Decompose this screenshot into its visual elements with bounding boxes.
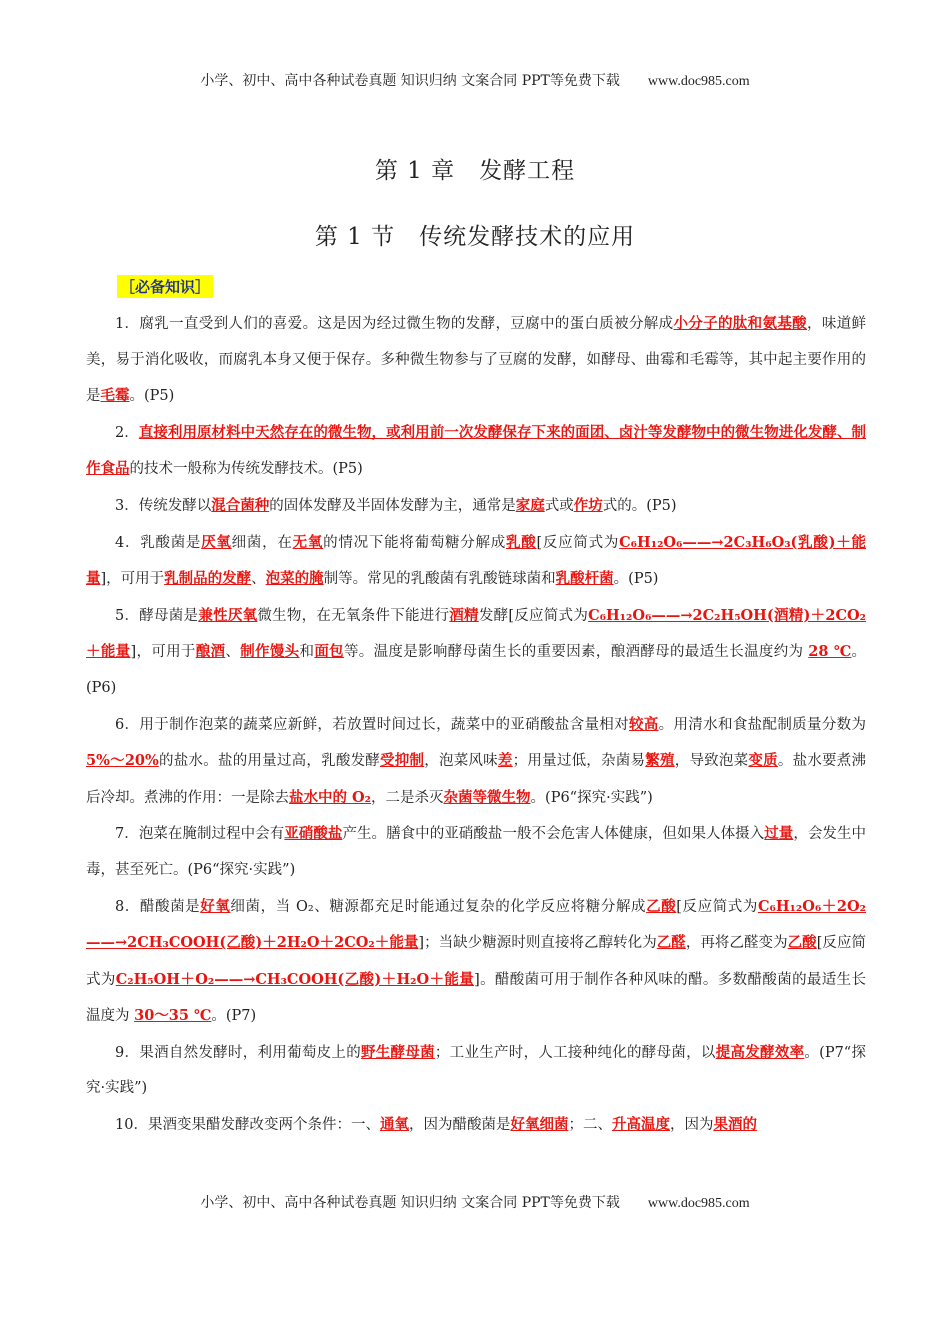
answer-text: 杂菌等微生物 bbox=[443, 788, 531, 806]
answer-text: 作坊 bbox=[573, 496, 603, 514]
section-title: 第 1 节 传统发酵技术的应用 bbox=[314, 224, 636, 250]
item-text: ，因为醋酸菌是 bbox=[408, 1117, 511, 1134]
answer-text: 受抑制 bbox=[380, 752, 425, 770]
knowledge-item bbox=[86, 415, 866, 488]
item-text: 的固体发酵及半固体发酵为主，通常是 bbox=[269, 497, 516, 514]
answer-text: 乙醛 bbox=[656, 934, 686, 952]
answer-text: 差 bbox=[497, 752, 513, 770]
knowledge-list bbox=[86, 306, 866, 1144]
answer-text: 升高温度 bbox=[611, 1116, 670, 1134]
answer-text: C₆H₁₂O₆——→2C₂H₅OH(酒精)＋2CO₂＋能量 bbox=[86, 606, 867, 661]
item-text: 和 bbox=[299, 644, 315, 661]
item-text: 。(P5) bbox=[613, 571, 659, 588]
header-site[interactable]: www.doc985.com bbox=[647, 74, 750, 89]
item-text: ，再将乙醛变为 bbox=[685, 935, 788, 952]
item-text: 2． bbox=[115, 424, 139, 441]
chapter-title: 第 1 章 发酵工程 bbox=[374, 158, 576, 184]
item-text: ；工业生产时，人工接种纯化的酵母菌，以 bbox=[434, 1044, 716, 1061]
knowledge-item bbox=[86, 598, 866, 707]
item-text: 5．酵母菌是 bbox=[115, 607, 199, 624]
page-header bbox=[0, 70, 950, 90]
answer-text: 亚硝酸盐 bbox=[284, 825, 343, 843]
answer-text: 果酒的 bbox=[713, 1116, 757, 1134]
knowledge-item bbox=[86, 816, 866, 888]
answer-text: 乳酸 bbox=[506, 533, 537, 551]
item-text: 6．用于制作泡菜的蔬菜应新鲜，若放置时间过长，蔬菜中的亚硝酸盐含量相对 bbox=[115, 716, 629, 733]
answer-text: C₂H₅OH＋O₂——→CH₃COOH(乙酸)＋H₂O＋能量 bbox=[115, 970, 475, 988]
item-text: 。盐水要煮沸后冷却。煮沸的作用：一是除去 bbox=[86, 753, 867, 806]
answer-text: 盐水中的 O₂ bbox=[289, 788, 372, 806]
item-text: 1．腐乳一直受到人们的喜爱。这是因为经过微生物的发酵，豆腐中的蛋白质被分解成 bbox=[115, 316, 674, 332]
item-text: 。用清水和食盐配制质量分数为 bbox=[658, 716, 866, 733]
item-text: 等。温度是影响酵母菌生长的重要因素，酿酒酵母的最适生长温度约为 bbox=[343, 644, 809, 661]
item-text: ，味道鲜美，易于消化吸收，而腐乳本身又便于保存。多种微生物参与了豆腐的发酵，如酵母、曲霉和毛霉等，其中起主要作用的是 bbox=[86, 316, 867, 405]
answer-text: 无氧 bbox=[292, 533, 324, 551]
item-text: 产生。膳食中的亚硝酸盐一般不会危害人体健康，但如果人体摄入 bbox=[342, 826, 765, 843]
item-text: 。(P6“探究·实践”) bbox=[530, 789, 653, 806]
footer-text: 小学、初中、高中各种试卷真题 知识归纳 文案合同 PPT等免费下载 bbox=[200, 1195, 620, 1211]
knowledge-item bbox=[86, 488, 866, 525]
page-footer bbox=[0, 1192, 950, 1212]
answer-text: 28 ℃ bbox=[808, 643, 852, 661]
answer-text: 制作馒头 bbox=[240, 643, 300, 661]
item-text: 9．果酒自然发酵时，利用葡萄皮上的 bbox=[115, 1044, 361, 1061]
item-text: 、 bbox=[251, 571, 266, 588]
item-text: ，泡菜风味 bbox=[424, 753, 498, 770]
answer-text: 过量 bbox=[764, 825, 794, 843]
item-text: [反应简式为 bbox=[676, 898, 758, 915]
item-text: 10．果酒变果醋发酵改变两个条件：一、 bbox=[115, 1117, 380, 1134]
answer-text: 兼性厌氧 bbox=[198, 606, 258, 624]
knowledge-item bbox=[86, 306, 866, 415]
item-text: 。(P6) bbox=[86, 644, 867, 696]
answer-text: 家庭 bbox=[515, 496, 545, 514]
answer-text: C₆H₁₂O₆——→2C₃H₆O₃(乳酸)＋能量 bbox=[86, 533, 866, 588]
footer-site[interactable]: www.doc985.com bbox=[647, 1196, 750, 1211]
item-text: 细菌，在 bbox=[231, 534, 293, 551]
item-text: 式或 bbox=[544, 497, 574, 514]
answer-text: 较高 bbox=[628, 715, 659, 733]
item-text: 7．泡菜在腌制过程中会有 bbox=[115, 826, 285, 843]
item-text: 4．乳酸菌是 bbox=[115, 534, 202, 551]
item-text: 的技术一般称为传统发酵技术。(P5) bbox=[129, 461, 363, 478]
item-text: 细菌，当 O₂、糖源都充足时能通过复杂的化学反应将糖分解成 bbox=[230, 898, 647, 915]
answer-text: 通氧 bbox=[379, 1116, 409, 1134]
item-text: 。(P5) bbox=[129, 388, 175, 405]
item-text: 发酵[反应简式为 bbox=[478, 607, 589, 624]
answer-text: 乳酸杆菌 bbox=[555, 570, 614, 588]
knowledge-item bbox=[86, 1035, 866, 1107]
answer-text: 30～35 ℃ bbox=[134, 1007, 212, 1025]
item-text: 。(P7“探究·实践”) bbox=[86, 1044, 867, 1097]
item-text: ，会发生中毒，甚至死亡。(P6“探究·实践”) bbox=[86, 826, 867, 878]
item-text: ]，可用于 bbox=[130, 644, 196, 661]
item-text: ；二、 bbox=[568, 1117, 612, 1134]
answer-text: 面包 bbox=[314, 643, 344, 661]
item-text: ]。醋酸菌可用于制作各种风味的醋。多数醋酸菌的最适生长温度为 bbox=[86, 971, 867, 1025]
answer-text: 乳制品的发酵 bbox=[164, 570, 252, 588]
item-text: 的盐水。盐的用量过高，乳酸发酵 bbox=[158, 753, 381, 770]
answer-text: C₆H₁₂O₆＋2O₂——→2CH₃COOH(乙酸)＋2H₂O＋2CO₂＋能量 bbox=[86, 897, 866, 952]
item-text: ，因为 bbox=[669, 1117, 714, 1134]
answer-text: 厌氧 bbox=[201, 533, 232, 551]
answer-text: 泡菜的腌 bbox=[265, 570, 324, 588]
answer-text: 好氧 bbox=[200, 897, 231, 915]
item-text: 的情况下能将葡萄糖分解成 bbox=[323, 534, 507, 551]
answer-text: 提高发酵效率 bbox=[715, 1043, 805, 1061]
knowledge-item bbox=[86, 1107, 866, 1144]
required-knowledge-badge: ［必备知识］ bbox=[117, 275, 213, 298]
answer-text: 酒精 bbox=[449, 606, 479, 624]
item-text: 。(P7) bbox=[211, 1008, 257, 1025]
answer-text: 野生酵母菌 bbox=[360, 1043, 435, 1061]
item-text: 式的。(P5) bbox=[602, 497, 677, 514]
item-text: ，二是杀灭 bbox=[371, 789, 444, 806]
item-text: ；用量过低，杂菌易 bbox=[512, 753, 646, 770]
item-text: 3．传统发酵以 bbox=[115, 497, 212, 514]
answer-text: 繁殖 bbox=[645, 752, 675, 770]
item-text: 制等。常见的乳酸菌有乳酸链球菌和 bbox=[323, 571, 556, 588]
item-text: 微生物，在无氧条件下能进行 bbox=[257, 607, 450, 624]
item-text: ]，可用于 bbox=[100, 571, 165, 588]
item-text: ]；当缺少糖源时则直接将乙醇转化为 bbox=[418, 935, 657, 952]
answer-text: 毛霉 bbox=[100, 387, 130, 405]
answer-text: 酿酒 bbox=[195, 643, 226, 661]
item-text: ，导致泡菜 bbox=[674, 753, 749, 770]
answer-text: 小分子的肽和氨基酸 bbox=[673, 315, 807, 332]
item-text: [反应简式为 bbox=[536, 534, 620, 551]
item-text: [反应简式为 bbox=[86, 935, 867, 988]
answer-text: 乙酸 bbox=[787, 934, 817, 952]
knowledge-item bbox=[86, 525, 866, 598]
answer-text: 好氧细菌 bbox=[510, 1116, 569, 1134]
answer-text: 乙酸 bbox=[646, 897, 677, 915]
item-text: 8．醋酸菌是 bbox=[115, 898, 201, 915]
knowledge-item bbox=[86, 889, 866, 1035]
header-text: 小学、初中、高中各种试卷真题 知识归纳 文案合同 PPT等免费下载 bbox=[200, 73, 620, 89]
answer-text: 变质 bbox=[748, 752, 778, 770]
answer-text: 混合菌种 bbox=[211, 496, 270, 514]
answer-text: 直接利用原材料中天然存在的微生物，或利用前一次发酵保存下来的面团、卤汁等发酵物中的微生物进化发酵、制作食品 bbox=[86, 423, 867, 478]
answer-text: 5%～20% bbox=[86, 752, 159, 770]
item-text: 、 bbox=[225, 644, 241, 661]
knowledge-item bbox=[86, 707, 866, 817]
